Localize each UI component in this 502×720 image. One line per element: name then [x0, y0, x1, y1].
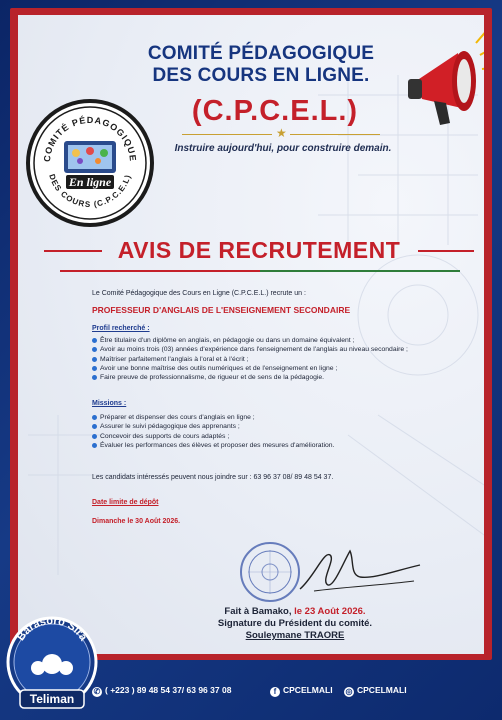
- brand-badge: [6, 610, 98, 716]
- missions-list: [92, 413, 472, 450]
- recruitment-title: AVIS DE RECRUTEMENT: [117, 237, 401, 263]
- paper-sheet: [18, 15, 484, 654]
- deadline-label: Date limite de dépôt: [92, 499, 159, 506]
- list-item: Être titulaire d'un diplôme en anglais, en pédagogie ou dans un domaine équivalent ;: [92, 336, 472, 345]
- committee-abbreviation: (C.P.C.E.L.): [191, 95, 359, 127]
- committee-logo: [26, 99, 154, 227]
- committee-title-line1: COMITÉ PÉDAGOGIQUE: [147, 43, 375, 64]
- signature-mark: [294, 541, 424, 601]
- recruitment-heading: [44, 233, 474, 273]
- logo-top-text: COMITÉ PÉDAGOGIQUE: [41, 114, 139, 163]
- phone-icon: ✆: [93, 687, 101, 696]
- signature-place: Fait à Bamako,: [224, 606, 292, 617]
- signature-date: le 23 Août 2026.: [294, 606, 366, 617]
- facebook-icon: f: [270, 687, 280, 697]
- profile-list: [92, 336, 472, 382]
- megaphone-icon: [406, 23, 484, 133]
- list-item: Concevoir des supports de cours adaptés ;: [92, 432, 472, 441]
- brand-line1: Barasoro Sira: [14, 614, 90, 644]
- footer-phone: ✆ ( +223 ) 89 48 54 37/ 63 96 37 08: [93, 685, 232, 696]
- instagram-icon: ◎: [345, 687, 353, 696]
- intro-text: Le Comité Pédagogique des Cours en Ligne (C.P.C.E.L.) recrute un :: [92, 290, 306, 297]
- list-item: Évaluer les performances des élèves et proposer des mesures d'amélioration.: [92, 441, 472, 450]
- footer-facebook[interactable]: f CPCELMALI: [270, 685, 333, 697]
- list-item: Préparer et dispenser des cours d'anglais en ligne ;: [92, 413, 472, 422]
- footer-instagram[interactable]: ◎ CPCELMALI: [345, 685, 407, 696]
- contact-text: Les candidats intéressés peuvent nous joindre sur : 63 96 37 08/ 89 48 54 37.: [92, 474, 334, 481]
- list-item: Avoir une bonne maîtrise des outils numériques et de l'enseignement en ligne ;: [92, 364, 472, 373]
- committee-title: [116, 43, 406, 87]
- list-item: Faire preuve de professionnalisme, de rigueur et de sens de la pédagogie.: [92, 373, 472, 382]
- profile-heading: Profil recherché :: [92, 325, 150, 332]
- signature-block: [170, 606, 420, 642]
- brand-line2: Teliman: [29, 692, 75, 706]
- list-item: Assurer le suivi pédagogique des apprenants ;: [92, 422, 472, 431]
- tagline: Instruire aujourd'hui, pour construire demain.: [174, 143, 392, 154]
- official-stamp: [238, 540, 302, 604]
- position-title: PROFESSEUR D'ANGLAIS DE L'ENSEIGNEMENT SECONDAIRE: [92, 305, 351, 315]
- logo-bottom-text: DES COURS (C.P.C.E.L): [47, 172, 133, 210]
- star-icon: ★: [276, 126, 287, 140]
- star-divider: [182, 126, 382, 140]
- signature-name: Souleymane TRAORE: [245, 630, 345, 641]
- signature-role: Signature du Président du comité.: [217, 618, 373, 629]
- missions-heading: Missions :: [92, 400, 127, 407]
- list-item: Maîtriser parfaitement l'anglais à l'oral et à l'écrit ;: [92, 355, 472, 364]
- red-frame: [10, 8, 492, 660]
- signature-date-line: [170, 606, 420, 618]
- deadline-date: Dimanche le 30 Août 2026.: [92, 518, 181, 525]
- committee-title-line2: DES COURS EN LIGNE.: [152, 65, 370, 86]
- list-item: Avoir au moins trois (03) années d'expérience dans l'enseignement de l'anglais au niveau secondaire ;: [92, 345, 472, 354]
- logo-center-text: En ligne: [68, 175, 112, 189]
